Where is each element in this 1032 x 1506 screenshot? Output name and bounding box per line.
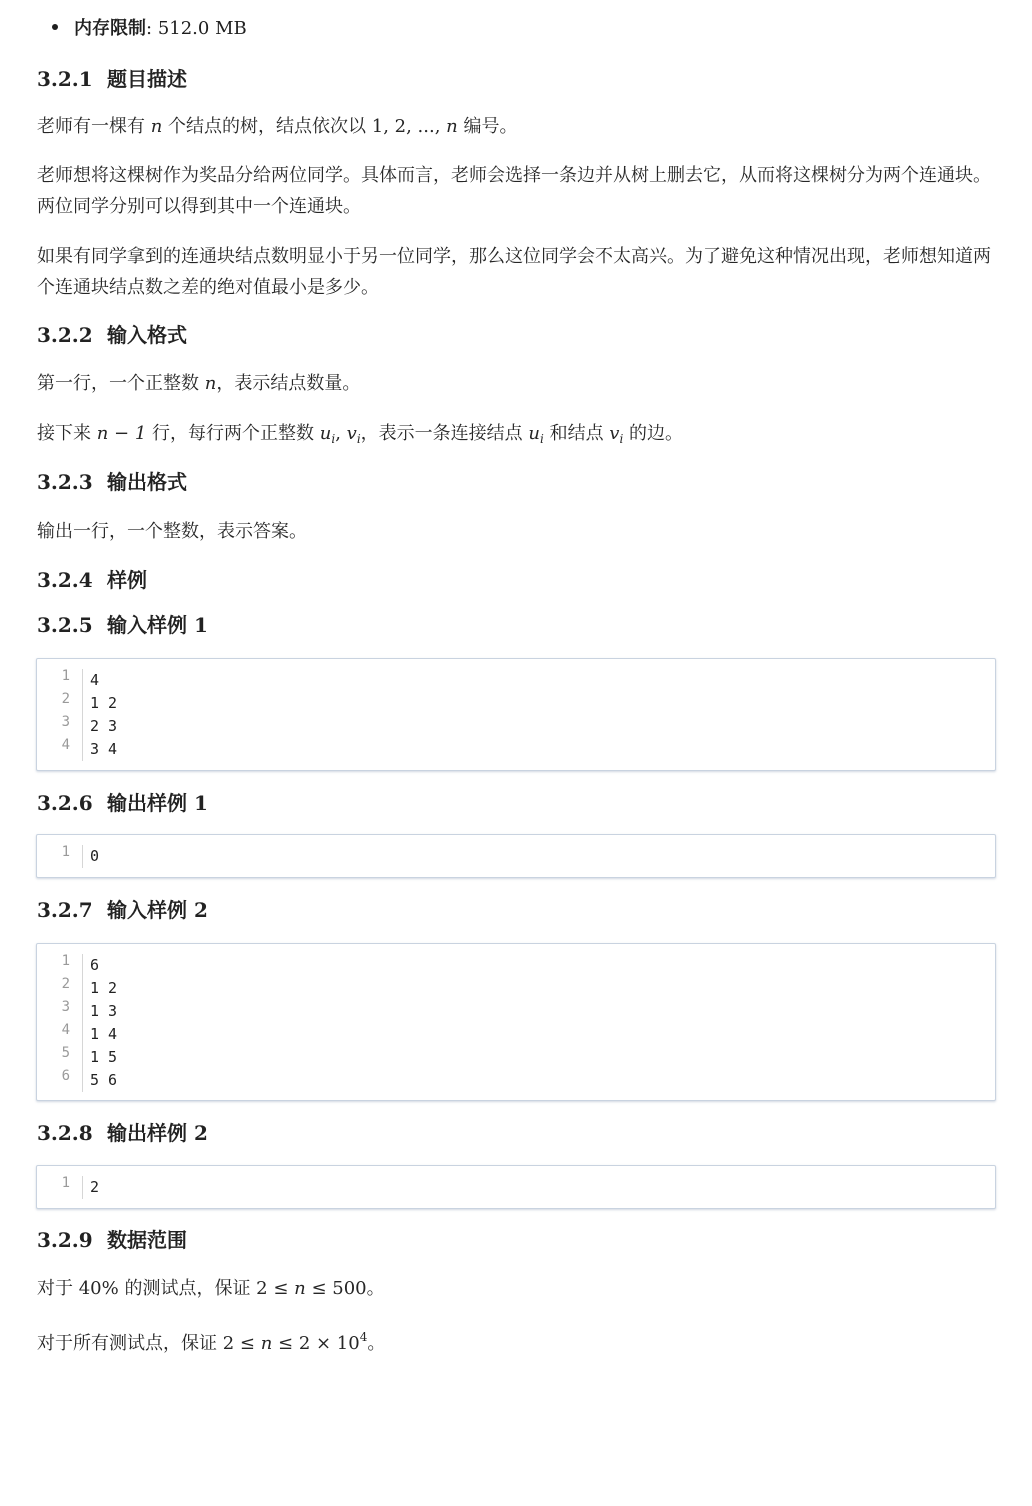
heading-input-format [37, 320, 187, 350]
heading-sample-input-2 [37, 895, 208, 925]
math-subscript: i [619, 432, 624, 446]
gutter-divider [82, 1046, 83, 1069]
memory-limit-item [52, 14, 247, 44]
line-number: 3 [61, 714, 70, 730]
code-line [37, 692, 995, 715]
heading-title: 题目描述 [107, 67, 187, 91]
heading-title: 输入格式 [107, 323, 187, 347]
input-format-line-1 [37, 368, 995, 399]
line-number: 1 [61, 1175, 70, 1191]
code-block-sample-input-2[interactable] [36, 943, 996, 1101]
heading-title: 输出格式 [107, 470, 187, 494]
description-paragraph-2: 老师想将这棵树作为奖品分给两位同学。具体而言，老师会选择一条边并从树上删去它，从而将这棵树分为两个连通块。两位同学分别可以得到其中一个连通块。 [37, 165, 991, 217]
heading-number: 3.2.3 [37, 470, 93, 494]
gutter-divider [82, 977, 83, 1000]
code-line [37, 738, 995, 761]
code-line [37, 1023, 995, 1046]
heading-title: 输入样例 1 [107, 613, 208, 637]
code-line [37, 845, 995, 868]
line-number: 4 [61, 1022, 70, 1038]
math-var: n [150, 116, 163, 137]
code-line [37, 715, 995, 738]
code-line [37, 1046, 995, 1069]
code-line [37, 669, 995, 692]
code-text: 5 6 [90, 1071, 118, 1089]
code-line [37, 977, 995, 1000]
memory-limit-label: 内存限制 [74, 18, 146, 39]
gutter-divider [82, 1069, 83, 1092]
heading-number: 3.2.1 [37, 67, 93, 91]
math-subscript: i [540, 432, 544, 446]
heading-number: 3.2.8 [37, 1121, 93, 1145]
heading-sample-input-1 [37, 610, 208, 640]
text-run: 和结点 [543, 423, 610, 444]
gutter-divider [82, 738, 83, 761]
data-range-line-1 [37, 1273, 995, 1304]
text-run: ，表示一条连接结点 [360, 423, 529, 444]
heading-title: 输出样例 2 [107, 1121, 208, 1145]
code-text: 1 2 [90, 694, 118, 712]
code-text: 3 4 [90, 740, 118, 758]
line-number: 1 [61, 844, 70, 860]
line-number: 3 [61, 999, 70, 1015]
text-run: 对于 40% 的测试点，保证 2 ≤ [37, 1278, 295, 1299]
gutter-divider [82, 1023, 83, 1046]
text-run: 编号。 [457, 116, 518, 137]
text-run: ≤ 500。 [305, 1278, 385, 1299]
input-format-line-2 [37, 418, 995, 455]
math-var: u [528, 423, 540, 444]
text-run: 接下来 [37, 423, 97, 444]
code-line [37, 1069, 995, 1092]
line-number: 1 [61, 953, 70, 969]
gutter-divider [82, 692, 83, 715]
gutter-divider [82, 845, 83, 868]
text-run: 。 [367, 1333, 386, 1354]
code-block-sample-output-2[interactable] [36, 1165, 996, 1209]
math-subscript: i [331, 432, 336, 446]
code-text: 1 4 [90, 1025, 118, 1043]
gutter-divider [82, 1000, 83, 1023]
heading-output-format [37, 467, 187, 497]
code-text: 1 5 [90, 1048, 118, 1066]
heading-sample-output-2 [37, 1118, 208, 1148]
line-number: 5 [61, 1045, 70, 1061]
gutter-divider [82, 669, 83, 692]
math-var: v [346, 423, 357, 444]
heading-title: 数据范围 [107, 1228, 187, 1252]
data-range-line-2 [37, 1322, 995, 1359]
heading-number: 3.2.4 [37, 568, 93, 592]
code-text: 6 [90, 956, 100, 974]
heading-description [37, 64, 187, 94]
heading-sample-output-1 [37, 788, 208, 818]
heading-number: 3.2.9 [37, 1228, 93, 1252]
heading-number: 3.2.5 [37, 613, 93, 637]
code-line [37, 1176, 995, 1199]
description-paragraph-3: 如果有同学拿到的连通块结点数明显小于另一位同学，那么这位同学会不太高兴。为了避免这种情况出现，老师想知道两个连通块结点数之差的绝对值最小是多少。 [37, 246, 991, 298]
code-text: 4 [90, 671, 100, 689]
code-text: 2 [90, 1178, 100, 1196]
line-number: 2 [61, 976, 70, 992]
heading-title: 输出样例 1 [107, 791, 208, 815]
text-run: 行，每行两个正整数 [146, 423, 320, 444]
code-line [37, 954, 995, 977]
math-superscript: 4 [359, 1330, 368, 1344]
heading-title: 样例 [107, 568, 147, 592]
heading-samples [37, 565, 147, 595]
memory-limit-value: 512.0 MB [157, 18, 247, 39]
text-run: ，表示结点数量。 [216, 373, 361, 394]
line-number: 6 [61, 1068, 70, 1084]
line-number: 2 [61, 691, 70, 707]
code-text: 1 2 [90, 979, 118, 997]
code-block-sample-input-1[interactable] [36, 658, 996, 771]
heading-number: 3.2.6 [37, 791, 93, 815]
text-run: 对于所有测试点，保证 2 ≤ [37, 1333, 261, 1354]
description-paragraph-1 [37, 111, 995, 142]
code-text: 1 3 [90, 1002, 118, 1020]
bullet-dot [52, 24, 58, 30]
heading-number: 3.2.2 [37, 323, 93, 347]
math-var: n [204, 373, 217, 394]
math-var: v [609, 423, 620, 444]
text-run: 个结点的树，结点依次以 1, 2, ..., [162, 116, 447, 137]
gutter-divider [82, 954, 83, 977]
code-text: 0 [90, 847, 100, 865]
code-line [37, 1000, 995, 1023]
math-subscript: i [356, 432, 361, 446]
heading-title: 输入样例 2 [107, 898, 208, 922]
heading-data-range [37, 1225, 187, 1255]
heading-number: 3.2.7 [37, 898, 93, 922]
gutter-divider [82, 715, 83, 738]
math-var: n [446, 116, 458, 137]
text-run: ≤ 2 × 10 [272, 1333, 360, 1354]
math-var: n [260, 1333, 273, 1354]
text-run: 的边。 [623, 423, 684, 444]
text-run: 老师有一棵有 [37, 116, 151, 137]
memory-limit-sep: : [146, 18, 153, 39]
text-run: , [335, 423, 347, 444]
gutter-divider [82, 1176, 83, 1199]
line-number: 4 [61, 737, 70, 753]
math-var: n [294, 1278, 306, 1299]
line-number: 1 [61, 668, 70, 684]
output-format-text: 输出一行，一个整数，表示答案。 [37, 521, 307, 542]
math-expr: n − 1 [96, 423, 147, 444]
code-text: 2 3 [90, 717, 118, 735]
math-var: u [319, 423, 332, 444]
code-block-sample-output-1[interactable] [36, 834, 996, 878]
text-run: 第一行，一个正整数 [37, 373, 205, 394]
